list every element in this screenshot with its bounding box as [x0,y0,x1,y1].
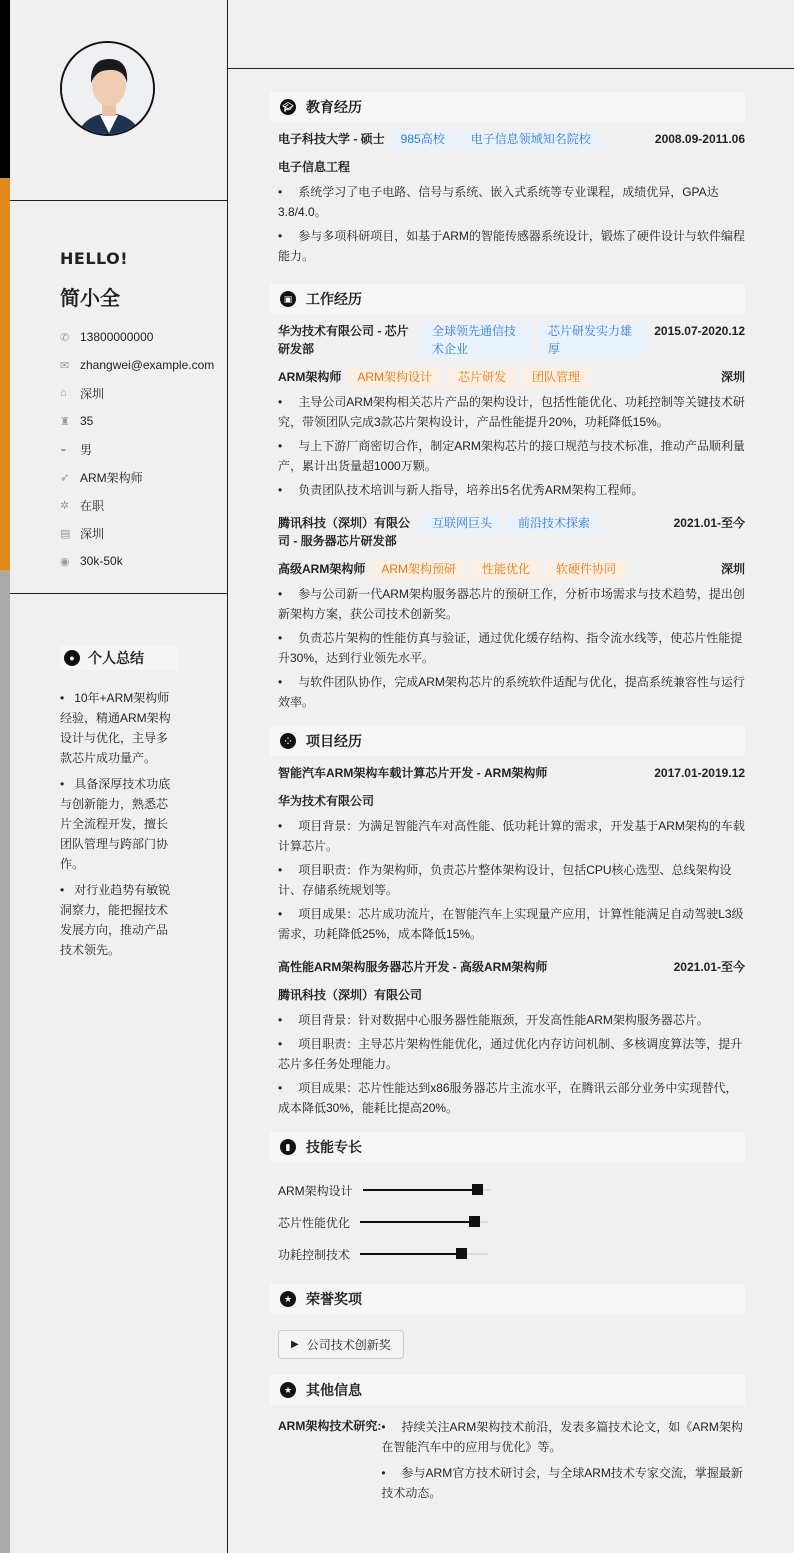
skill-knob[interactable] [472,1184,483,1195]
summary-section [10,594,227,960]
status-icon: ✲ [60,499,70,512]
sidebar [10,0,228,1553]
award-name: 公司技术创新奖 [306,1338,391,1352]
project-title: 高性能ARM架构服务器芯片开发 - 高级ARM架构师 [278,960,548,974]
entry-header [270,958,745,976]
city: 深圳 [720,562,745,576]
section-header-skills [270,1132,745,1162]
role-row [270,560,745,578]
project-entry [270,958,745,1118]
info-row [60,519,227,547]
company-row [270,792,745,810]
entry-date: 2015.07-2020.12 [654,324,745,338]
info-row [60,547,227,575]
skill-name: 功耗控制技术 [278,1247,351,1262]
skill-name: ARM架构设计 [278,1183,353,1198]
award-icon: ★ [280,1382,296,1398]
bullet-list [270,392,745,500]
skill-knob[interactable] [456,1248,467,1259]
greeting: HELLO! [60,249,129,268]
skill-name: 芯片性能优化 [278,1215,351,1230]
major: 电子信息工程 [278,160,351,174]
entry-date: 2008.09-2011.06 [654,132,745,146]
entry-title: 腾讯科技（深圳）有限公司 - 服务器芯片研发部 [278,516,411,548]
section-header-education [270,92,745,122]
section-title: 技能专长 [306,1139,362,1155]
bullet-item: • 项目成果：芯片性能达到x86服务器芯片主流水平，在腾讯云部分业务中实现替代，成本降低30%，能耗比提高20%。 [278,1078,745,1118]
role-row [270,368,745,386]
entry-title: 华为技术有限公司 - 芯片研发部 [278,324,409,356]
entry-date: 2021.01-至今 [673,960,745,974]
bullet-item: • 项目成果：芯片成功流片，在智能汽车上实现量产应用，计算性能满足自动驾驶L3级需求，功耗降低25%，成本降低15%。 [278,904,745,944]
skill-knob[interactable] [469,1216,480,1227]
tag: 芯片研发实力雄厚 [538,322,648,358]
home-icon: ⌂ [60,387,67,399]
info-text: 35 [80,414,94,428]
bullet-list [270,182,745,266]
summary-list [60,688,178,960]
summary-title: 个人总结 [88,650,144,666]
send-icon: ➶ [60,471,70,484]
age-icon: ♜ [60,415,70,428]
skill-item [278,1206,518,1238]
bullet-list [270,1010,745,1118]
skill-slider[interactable] [360,1221,488,1223]
role: ARM架构师 [278,370,342,384]
skill-fill [360,1253,462,1255]
entry-date: 2017.01-2019.12 [654,766,745,780]
work-entry [270,514,745,712]
bullet-item: • 系统学习了电子电路、信号与系统、嵌入式系统等专业课程，成绩优异，GPA达3.8/4.0。 [278,182,745,222]
section-title: 教育经历 [306,99,362,115]
accent-strip-orange [0,178,10,570]
bullet-item: • 与上下游厂商密切合作，制定ARM架构芯片的接口规范与技术标准，推动产品顺利量产，累计出货量超1000万颗。 [278,436,745,476]
entry-date: 2021.01-至今 [673,516,745,530]
award-item[interactable] [278,1330,404,1359]
section-title: 项目经历 [306,733,362,749]
education-entry [270,130,745,266]
info-row [60,323,227,351]
full-name: 简小全 [60,288,120,310]
other-section [270,1375,745,1509]
info-row [60,491,227,519]
top-bar [228,0,794,69]
bullet-item: • 项目背景：针对数据中心服务器性能瓶颈，开发高性能ARM架构服务器芯片。 [278,1010,745,1030]
bullet-item: • 参与公司新一代ARM架构服务器芯片的预研工作，分析市场需求与技术趋势，提出创新架构方案，获公司技术创新奖。 [278,584,745,624]
summary-item: • 具备深厚技术功底与创新能力，熟悉芯片全流程开发，擅长团队管理与跨部门协作。 [60,774,178,874]
section-title: 工作经历 [306,291,362,307]
tag: 前沿技术探索 [508,514,600,532]
tag: 全球领先通信技术企业 [422,322,532,358]
skill-tag: 性能优化 [472,560,540,578]
entry-header [270,764,745,782]
role: 高级ARM架构师 [278,562,366,576]
section-header-work [270,284,745,314]
awards-section [270,1284,745,1375]
bullet-item: • 项目背景：为满足智能汽车对高性能、低功耗计算的需求，开发基于ARM架构的车载计算芯片。 [278,816,745,856]
award-icon: ★ [280,1291,296,1307]
skill-fill [360,1221,475,1223]
entry-header [270,322,745,358]
project-entry [270,764,745,944]
info-text: 13800000000 [80,330,154,344]
bullet-item: • 负责团队技术培训与新人指导，培养出5名优秀ARM架构工程师。 [278,480,745,500]
accent-strip-black [0,0,10,178]
skill-tag: 团队管理 [522,368,590,386]
info-row [60,407,227,435]
grid-icon: ⁘ [280,733,296,749]
other-label: ARM架构技术研究: [278,1419,382,1433]
company: 华为技术有限公司 [278,794,375,808]
tag: 985高校 [391,130,455,148]
info-row [60,379,227,407]
profile-info [10,201,227,594]
work-section [270,284,745,712]
avatar [60,41,155,136]
bullet-item: • 负责芯片架构的性能仿真与验证，通过优化缓存结构、指令流水线等，使芯片性能提升30%，达到行业领先水平。 [278,628,745,668]
phone-icon: ✆ [60,331,70,344]
bullet-list [270,816,745,944]
accent-strip-gray [0,570,10,1553]
info-text: 30k-50k [80,554,123,568]
user-icon: ● [64,650,80,666]
major-row [270,158,745,176]
project-title: 智能汽车ARM架构车载计算芯片开发 - ARM架构师 [278,766,548,780]
skills-section [270,1132,745,1270]
skill-item [278,1174,518,1206]
skill-tag: 软硬件协同 [546,560,626,578]
entry-header [270,130,745,148]
company-row [270,986,745,1004]
skill-tag: 芯片研发 [448,368,516,386]
skill-item [278,1238,518,1270]
entry-title: 电子科技大学 - 硕士 [278,132,385,146]
bullet-item: • 与软件团队协作，完成ARM架构芯片的系统软件适配与优化，提高系统兼容性与运行效率。 [278,672,745,712]
education-section [270,92,745,266]
other-item: • 参与ARM官方技术研讨会，与全球ARM技术专家交流，掌握最新技术动态。 [381,1463,745,1503]
skill-fill [363,1189,478,1191]
city: 深圳 [720,370,745,384]
info-text: 在职 [80,498,105,513]
tag-group [416,514,600,532]
info-text: 深圳 [80,386,105,401]
bullet-item: • 项目职责：作为架构师，负责芯片整体架构设计，包括CPU核心选型、总线架构设计、存储系统规划等。 [278,860,745,900]
section-header-other [270,1375,745,1405]
info-row [60,435,227,463]
info-row [60,351,227,379]
tag-group [385,130,601,148]
bullet-item: • 参与多项科研项目，如基于ARM的智能传感器系统设计，锻炼了硬件设计与软件编程能力。 [278,226,745,266]
bullet-item: • 主导公司ARM架构相关芯片产品的架构设计，包括性能优化、功耗控制等关键技术研究，带领团队完成3款芯片架构设计，产品性能提升20%，功耗降低15%。 [278,392,745,432]
skill-slider[interactable] [363,1189,491,1191]
skill-tag: ARM架构预研 [371,560,466,578]
gender-icon: ◒ [60,443,67,455]
other-item: • 持续关注ARM架构技术前沿，发表多篇技术论文，如《ARM架构在智能汽车中的应用与优化》等。 [381,1417,745,1457]
section-header-awards [270,1284,745,1314]
building-icon: ▤ [60,527,71,540]
info-text: 深圳 [80,526,105,541]
summary-item: • 对行业趋势有敏锐洞察力，能把握技术发展方向，推动产品技术领先。 [60,880,178,960]
graduation-cap-icon: 🎓︎ [280,99,296,115]
section-header-projects [270,726,745,756]
mail-icon: ✉ [60,359,70,372]
other-info [270,1417,745,1509]
play-icon: ▶ [291,1339,299,1350]
bullet-item: • 项目职责：主导芯片架构性能优化，通过优化内存访问机制、多核调度算法等，提升芯片多任务处理能力。 [278,1034,745,1074]
skill-tag: ARM架构设计 [347,368,442,386]
info-row [60,463,227,491]
bar-chart-icon: ▮ [280,1139,296,1155]
tag: 互联网巨头 [422,514,502,532]
info-text: 男 [80,442,93,457]
entry-header [270,514,745,550]
summary-header [60,646,178,670]
projects-section [270,726,745,1118]
info-text: ARM架构师 [80,470,143,485]
briefcase-icon: ▣ [280,291,296,307]
summary-item: • 10年+ARM架构师经验，精通ARM架构设计与优化，主导多款芯片成功量产。 [60,688,178,768]
main-content [270,92,745,1509]
work-entry [270,322,745,500]
salary-icon: ◉ [60,555,70,568]
skill-slider[interactable] [360,1253,488,1255]
company: 腾讯科技（深圳）有限公司 [278,988,423,1002]
section-title: 荣誉奖项 [306,1291,362,1307]
tag: 电子信息领域知名院校 [461,130,601,148]
avatar-section [10,0,227,201]
bullet-list [270,584,745,712]
tag-group [416,322,648,358]
info-text: zhangwei@example.com [80,358,215,372]
section-title: 其他信息 [306,1382,362,1398]
